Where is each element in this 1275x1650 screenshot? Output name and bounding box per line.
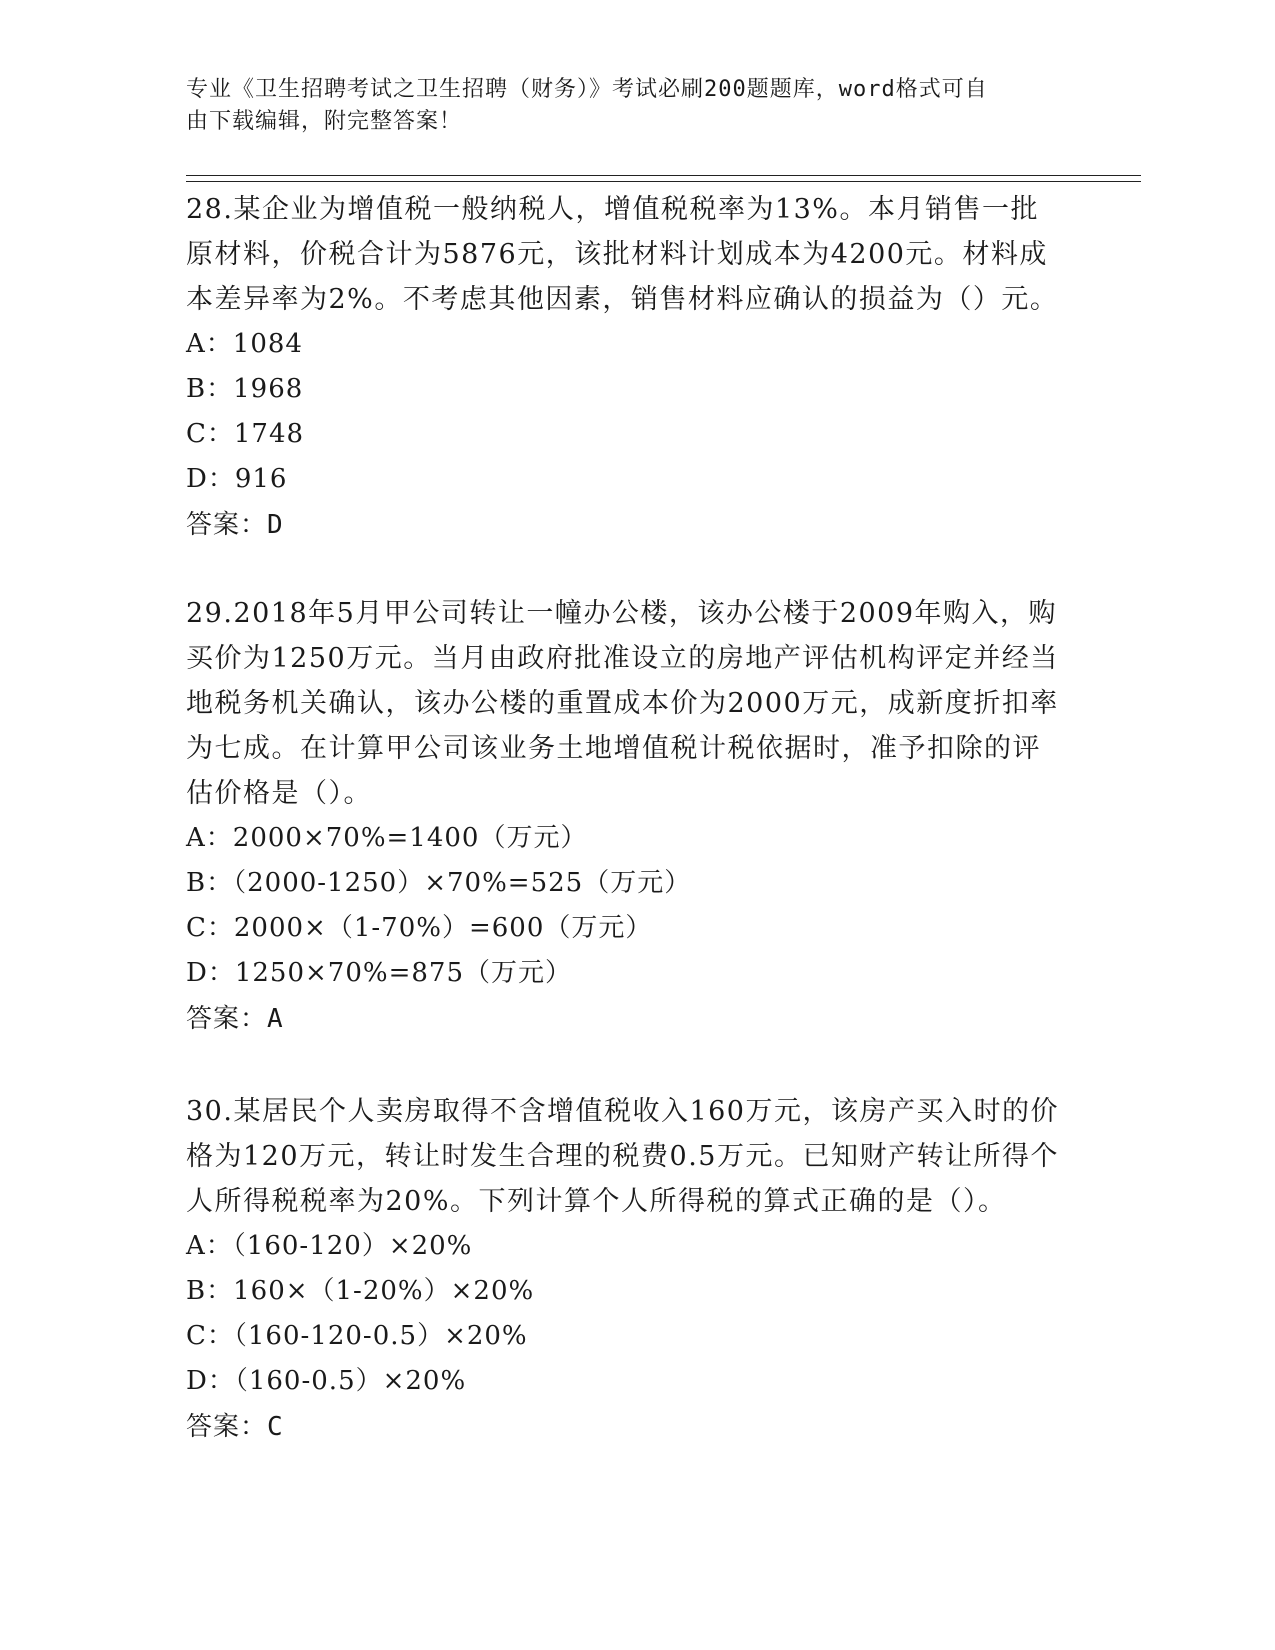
- option-a: A：（160-120）×20%: [186, 1231, 473, 1261]
- option-d: D：1250×70%=875（万元）: [186, 958, 572, 988]
- question-30: [186, 1089, 1066, 1450]
- option-a: A：2000×70%=1400（万元）: [186, 823, 588, 853]
- document-header: [186, 74, 1066, 138]
- option-list: [186, 322, 1066, 502]
- option-c: C：1748: [186, 419, 305, 449]
- option-list: [186, 1224, 1066, 1404]
- option-c: C：（160-120-0.5）×20%: [186, 1321, 528, 1351]
- option-d: D：（160-0.5）×20%: [186, 1366, 467, 1396]
- header-title-line-2: 由下载编辑，附完整答案！: [186, 109, 463, 134]
- question-28: [186, 187, 1066, 548]
- option-b: B：1968: [186, 374, 304, 404]
- question-stem: 29.2018年5月甲公司转让一幢办公楼，该办公楼于2009年购入，购买价为1250万元。当月由政府批准设立的房地产评估机构评定并经当地税务机关确认，该办公楼的重置成本价为2000万元，成新度折扣率为七成。在计算甲公司该业务土地增值税计税依据时，准予扣除的评估价格是（）。: [186, 598, 1059, 809]
- option-list: [186, 816, 1066, 996]
- header-divider-top: [186, 175, 1141, 176]
- answer-label: 答案：C: [186, 1412, 284, 1442]
- option-d: D：916: [186, 464, 288, 494]
- option-a: A：1084: [186, 329, 303, 359]
- answer-label: 答案：A: [186, 1004, 284, 1034]
- answer-label: 答案：D: [186, 510, 284, 540]
- question-stem: 30.某居民个人卖房取得不含增值税收入160万元，该房产买入时的价格为120万元，转让时发生合理的税费0.5万元。已知财产转让所得个人所得税税率为20%。下列计算个人所得税的算式正确的是（）。: [186, 1096, 1059, 1217]
- option-b: B：160×（1-20%）×20%: [186, 1276, 535, 1306]
- header-divider-bottom: [186, 181, 1141, 182]
- option-b: B：（2000-1250）×70%=525（万元）: [186, 868, 692, 898]
- option-c: C：2000×（1-70%）=600（万元）: [186, 913, 653, 943]
- question-29: [186, 591, 1066, 1042]
- question-stem: 28.某企业为增值税一般纳税人，增值税税率为13%。本月销售一批原材料，价税合计为5876元，该批材料计划成本为4200元。材料成本差异率为2%。不考虑其他因素，销售材料应确认的损益为（）元。: [186, 194, 1059, 315]
- header-title-line-1: 专业《卫生招聘考试之卫生招聘（财务）》考试必刷200题题库，word格式可自: [186, 77, 988, 102]
